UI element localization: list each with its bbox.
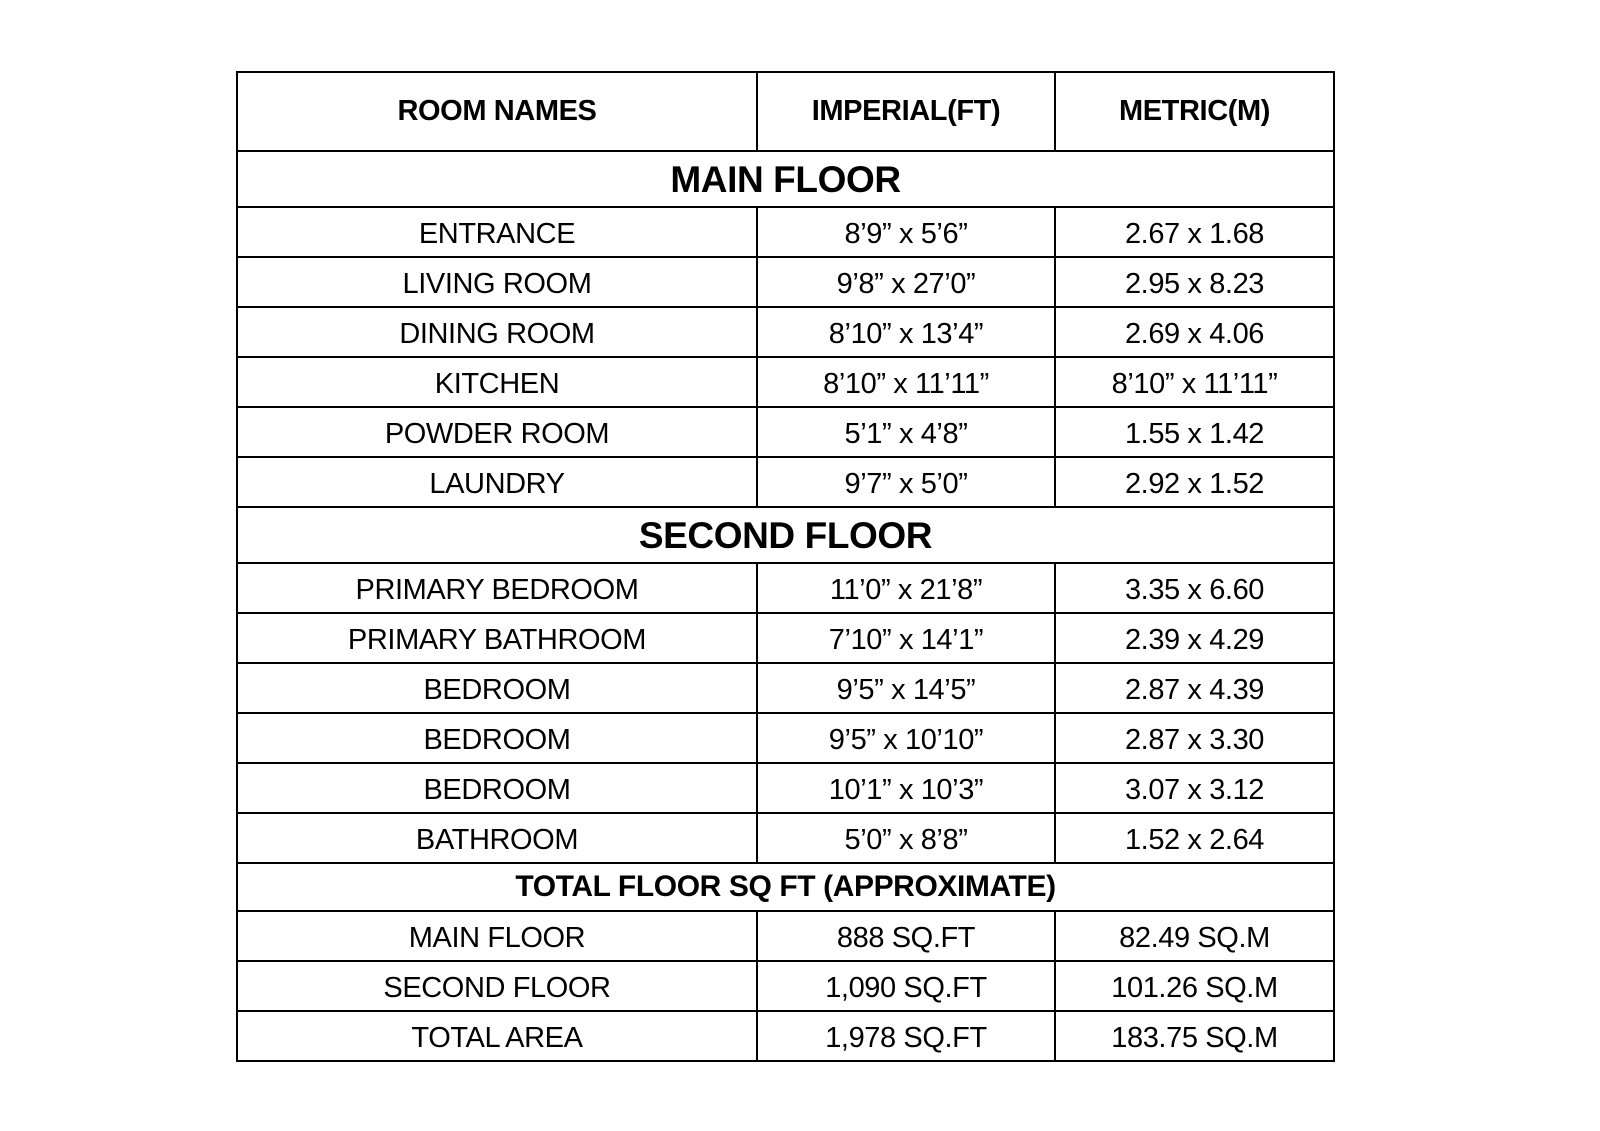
imperial-cell: 5’1” x 4’8” — [757, 407, 1055, 457]
header-imperial: IMPERIAL(FT) — [757, 72, 1055, 151]
metric-cell: 2.92 x 1.52 — [1055, 457, 1334, 507]
metric-cell: 3.35 x 6.60 — [1055, 563, 1334, 613]
section-row — [237, 151, 1334, 207]
metric-cell: 2.39 x 4.29 — [1055, 613, 1334, 663]
table-row — [237, 407, 1334, 457]
metric-cell: 82.49 SQ.M — [1055, 911, 1334, 961]
metric-cell: 8’10” x 11’11” — [1055, 357, 1334, 407]
table-row — [237, 357, 1334, 407]
table-row — [237, 763, 1334, 813]
imperial-cell: 1,978 SQ.FT — [757, 1011, 1055, 1061]
room-dimensions-table — [236, 71, 1335, 1062]
imperial-cell: 10’1” x 10’3” — [757, 763, 1055, 813]
table-row — [237, 713, 1334, 763]
metric-cell: 2.69 x 4.06 — [1055, 307, 1334, 357]
metric-cell: 1.52 x 2.64 — [1055, 813, 1334, 863]
table-row — [237, 563, 1334, 613]
room-name-cell: BEDROOM — [237, 763, 757, 813]
section-row — [237, 863, 1334, 911]
room-name-cell: TOTAL AREA — [237, 1011, 757, 1061]
room-name-cell: BEDROOM — [237, 713, 757, 763]
header-metric: METRIC(M) — [1055, 72, 1334, 151]
table-row — [237, 457, 1334, 507]
header-row — [237, 72, 1334, 151]
room-name-cell: BEDROOM — [237, 663, 757, 713]
room-name-cell: ENTRANCE — [237, 207, 757, 257]
table-row — [237, 257, 1334, 307]
table-body — [237, 72, 1334, 1061]
table-row — [237, 1011, 1334, 1061]
table-row — [237, 207, 1334, 257]
imperial-cell: 9’8” x 27’0” — [757, 257, 1055, 307]
imperial-cell: 8’10” x 11’11” — [757, 357, 1055, 407]
room-name-cell: SECOND FLOOR — [237, 961, 757, 1011]
room-name-cell: BATHROOM — [237, 813, 757, 863]
imperial-cell: 9’5” x 10’10” — [757, 713, 1055, 763]
section-title: TOTAL FLOOR SQ FT (APPROXIMATE) — [237, 863, 1334, 911]
room-name-cell: DINING ROOM — [237, 307, 757, 357]
metric-cell: 2.95 x 8.23 — [1055, 257, 1334, 307]
room-name-cell: MAIN FLOOR — [237, 911, 757, 961]
metric-cell: 101.26 SQ.M — [1055, 961, 1334, 1011]
metric-cell: 183.75 SQ.M — [1055, 1011, 1334, 1061]
metric-cell: 2.87 x 3.30 — [1055, 713, 1334, 763]
table-row — [237, 663, 1334, 713]
room-name-cell: POWDER ROOM — [237, 407, 757, 457]
section-row — [237, 507, 1334, 563]
section-title: MAIN FLOOR — [237, 151, 1334, 207]
metric-cell: 2.87 x 4.39 — [1055, 663, 1334, 713]
table-row — [237, 307, 1334, 357]
imperial-cell: 7’10” x 14’1” — [757, 613, 1055, 663]
header-room-names: ROOM NAMES — [237, 72, 757, 151]
imperial-cell: 9’5” x 14’5” — [757, 663, 1055, 713]
room-name-cell: LAUNDRY — [237, 457, 757, 507]
metric-cell: 3.07 x 3.12 — [1055, 763, 1334, 813]
table-row — [237, 961, 1334, 1011]
room-name-cell: PRIMARY BEDROOM — [237, 563, 757, 613]
imperial-cell: 5’0” x 8’8” — [757, 813, 1055, 863]
table-row — [237, 613, 1334, 663]
imperial-cell: 9’7” x 5’0” — [757, 457, 1055, 507]
table-row — [237, 911, 1334, 961]
room-name-cell: KITCHEN — [237, 357, 757, 407]
section-title: SECOND FLOOR — [237, 507, 1334, 563]
metric-cell: 2.67 x 1.68 — [1055, 207, 1334, 257]
imperial-cell: 11’0” x 21’8” — [757, 563, 1055, 613]
room-name-cell: PRIMARY BATHROOM — [237, 613, 757, 663]
imperial-cell: 8’10” x 13’4” — [757, 307, 1055, 357]
imperial-cell: 888 SQ.FT — [757, 911, 1055, 961]
imperial-cell: 8’9” x 5’6” — [757, 207, 1055, 257]
table-row — [237, 813, 1334, 863]
imperial-cell: 1,090 SQ.FT — [757, 961, 1055, 1011]
metric-cell: 1.55 x 1.42 — [1055, 407, 1334, 457]
room-name-cell: LIVING ROOM — [237, 257, 757, 307]
